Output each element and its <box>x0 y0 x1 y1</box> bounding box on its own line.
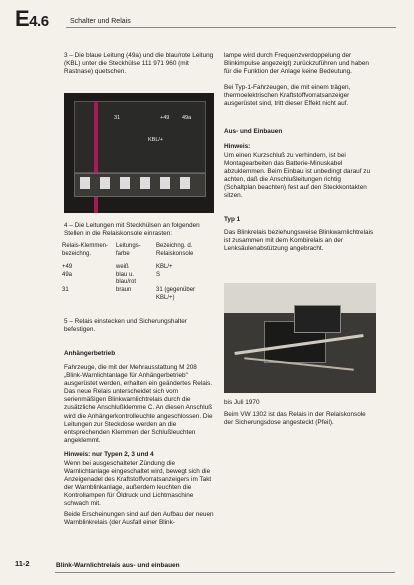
photo1-label-31: 31 <box>114 115 121 121</box>
header-title: Schalter und Relais <box>70 18 131 25</box>
photo2-caption: bis Juli 1970 <box>224 399 260 406</box>
table-row: 49a blau u. blau/rot S <box>62 271 161 286</box>
photo1-label-kbl: KBL/+ <box>148 137 164 143</box>
table-header: Relais-Klemmen-bezeichng. <box>62 243 109 257</box>
step-3-text: 3 – Die blaue Leitung (49a) und die blau/rote Leitung (KBL) unter die Steckhülse 111 971 960 (mit Rastnase) quetschen. <box>64 52 214 76</box>
anhaenger-text-3: Beide Erscheinungen sind auf den Aufbau der neuen Warnblinkrelais (der Ausfall einer Blink- <box>64 511 214 527</box>
anhaenger-text: Fahrzeuge, die mit der Mehrausstattung M 208 „Blink-Warnlichtanlage für Anhängerbetrieb" ausgerüstet werden, erhalten ein geändertes Relais. Das neue Relais unterscheidet sich vom serienmäßigen Blinkwarnlichtrelais durch die zusätzliche Anschlußklemme C. An diesen Anschluß wird die Anhängerkontrolleuchte angeschlossen. Die Leitungen zur Steckdose werden an die entsprechenden Klemmen der Schlußleuchten angeklemmt. <box>64 364 213 444</box>
footer-rule <box>55 572 395 573</box>
page-number: 11-2 <box>15 559 30 568</box>
photo-relay-console <box>64 93 214 213</box>
table-header: Leitungs-farbe <box>116 243 141 257</box>
typ1-heading: Typ 1 <box>224 216 241 223</box>
footer-title: Blink-Warnlichtrelais aus- und einbauen <box>56 562 180 569</box>
section-code: E4.6 <box>15 6 49 31</box>
ausbau-hinweis: Hinweis: <box>224 143 251 150</box>
anhaenger-text-2: Wenn bei ausgeschalteter Zündung die Warnlichtanlage eingeschaltet wird, bewegt sich die Anzeigenadel des Kraftstoffvorratsanzeigers im Takt der Warnblinkanlage, außerdem leuchten die Kontrollampen für Öldruck und Lichtmaschine schwach mit. <box>64 460 212 508</box>
right-top-text: lampe wird durch Frequenzverdoppelung der Blinkimpulse angezeigt) zurückzuführen und haben für die Funktion der Anlage keine Bedeutung. <box>224 52 369 76</box>
ausbau-heading: Aus- und Einbauen <box>224 128 283 135</box>
photo1-label-49a: 49a <box>182 115 192 121</box>
anhaenger-heading: Anhängerbetrieb <box>64 350 116 357</box>
typ1-text: Das Blinkrelais beziehungsweise Blinkwarnlichtrelais ist zusammen mit dem Kombirelais an der Lenksäulenabstützung angebracht. <box>224 229 374 253</box>
photo2-text: Beim VW 1302 ist das Relais in der Relaiskonsole der Sicherungsdose angesteckt (Pfeil). <box>224 411 366 427</box>
anhaenger-hinweis: Hinweis: nur Typen 2, 3 und 4 <box>64 451 154 458</box>
photo-steering-column <box>224 283 376 393</box>
header-rule <box>66 27 396 28</box>
step-4-text: 4 – Die Leitungen mit Steckhülsen an folgenden Stellen in die Relaiskonsole einrasten: <box>64 222 200 238</box>
photo1-label-49: +49 <box>160 115 170 121</box>
step-5-text: 5 – Relais einstecken und Sicherungshalter befestigen. <box>64 318 187 334</box>
table-row: 31 braun 31 (gegenüber KBL/+) <box>62 286 196 301</box>
ausbau-text: Um einen Kurzschluß zu verhindern, ist bei Montagearbeiten das Batterie-Minuskabel abzuklemmen. Beim Einbau ist unbedingt darauf zu achten, daß die Anschlußleitungen richtig (Schaltplan beachten) fest auf den Steckkontakten sitzen. <box>224 152 371 200</box>
table-header: Bezeichng. d. Relaiskonsole <box>156 243 194 257</box>
terminal-table <box>62 243 217 302</box>
table-row: +49 weiß KBL/+ <box>62 264 173 271</box>
right-typ1-text: Bei Typ-1-Fahrzeugen, die mit einem trägen, thermoelektrischen Kraftstoffvorratsanzeiger ausgerüstet sind, tritt dieser Effekt nicht auf. <box>224 84 351 108</box>
